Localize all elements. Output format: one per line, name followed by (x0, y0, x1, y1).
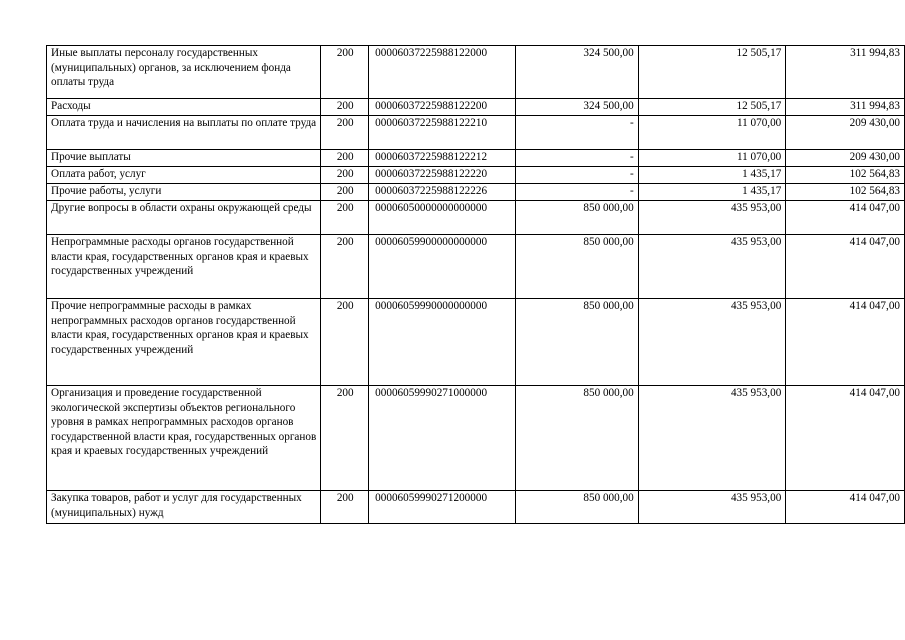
row-unexecuted: 311 994,83 (786, 46, 905, 99)
row-line-code: 200 (321, 167, 369, 184)
row-name: Иные выплаты персоналу государственных (муниципальных) органов, за исключением фонда оплаты труда (47, 46, 321, 99)
row-unexecuted: 102 564,83 (786, 184, 905, 201)
row-line-code: 200 (321, 386, 369, 491)
row-line-code: 200 (321, 299, 369, 386)
row-kbk: 00006050000000000000 (369, 201, 516, 235)
row-kbk: 00006037225988122210 (369, 116, 516, 150)
table-row (47, 46, 905, 99)
table-row (47, 116, 905, 150)
row-executed: 435 953,00 (638, 386, 786, 491)
row-approved: 850 000,00 (516, 299, 639, 386)
row-name: Организация и проведение государственной экологической экспертизы объектов регионального уровня в рамках непрограммных расходов органов государственной власти края, государственных органов края и краевых государственных учреждений (47, 386, 321, 491)
row-executed: 435 953,00 (638, 491, 786, 524)
row-name: Непрограммные расходы органов государственной власти края, государственных органов края и краевых государственных учреждений (47, 235, 321, 299)
row-approved: - (516, 184, 639, 201)
row-approved: 850 000,00 (516, 491, 639, 524)
row-unexecuted: 414 047,00 (786, 386, 905, 491)
table-row (47, 150, 905, 167)
row-name: Закупка товаров, работ и услуг для государственных (муниципальных) нужд (47, 491, 321, 524)
row-unexecuted: 102 564,83 (786, 167, 905, 184)
row-approved: - (516, 150, 639, 167)
table-body (47, 46, 905, 524)
row-kbk: 00006037225988122000 (369, 46, 516, 99)
budget-execution-table (46, 45, 905, 524)
row-line-code: 200 (321, 99, 369, 116)
row-unexecuted: 311 994,83 (786, 99, 905, 116)
row-name: Расходы (47, 99, 321, 116)
row-unexecuted: 414 047,00 (786, 201, 905, 235)
table-row (47, 201, 905, 235)
table-row (47, 167, 905, 184)
row-approved: 850 000,00 (516, 386, 639, 491)
row-unexecuted: 209 430,00 (786, 150, 905, 167)
row-unexecuted: 209 430,00 (786, 116, 905, 150)
row-kbk: 00006037225988122220 (369, 167, 516, 184)
row-executed: 435 953,00 (638, 235, 786, 299)
row-unexecuted: 414 047,00 (786, 235, 905, 299)
row-line-code: 200 (321, 46, 369, 99)
row-line-code: 200 (321, 491, 369, 524)
row-approved: - (516, 167, 639, 184)
row-executed: 11 070,00 (638, 116, 786, 150)
row-kbk: 00006059990271000000 (369, 386, 516, 491)
row-approved: 324 500,00 (516, 46, 639, 99)
row-line-code: 200 (321, 150, 369, 167)
row-name: Другие вопросы в области охраны окружающей среды (47, 201, 321, 235)
table-row (47, 184, 905, 201)
row-unexecuted: 414 047,00 (786, 299, 905, 386)
row-name: Прочие непрограммные расходы в рамках непрограммных расходов органов государственной власти края, государственных органов края и краевых государственных учреждений (47, 299, 321, 386)
row-executed: 1 435,17 (638, 184, 786, 201)
row-name: Оплата труда и начисления на выплаты по оплате труда (47, 116, 321, 150)
row-approved: 850 000,00 (516, 201, 639, 235)
row-executed: 11 070,00 (638, 150, 786, 167)
table-row (47, 491, 905, 524)
row-executed: 435 953,00 (638, 299, 786, 386)
row-approved: - (516, 116, 639, 150)
row-kbk: 00006037225988122212 (369, 150, 516, 167)
row-name: Прочие работы, услуги (47, 184, 321, 201)
row-kbk: 00006059900000000000 (369, 235, 516, 299)
row-kbk: 00006037225988122226 (369, 184, 516, 201)
row-executed: 435 953,00 (638, 201, 786, 235)
row-executed: 1 435,17 (638, 167, 786, 184)
table-row (47, 235, 905, 299)
row-name: Прочие выплаты (47, 150, 321, 167)
table-row (47, 299, 905, 386)
row-executed: 12 505,17 (638, 46, 786, 99)
table-row (47, 99, 905, 116)
row-approved: 324 500,00 (516, 99, 639, 116)
row-kbk: 00006059990000000000 (369, 299, 516, 386)
row-unexecuted: 414 047,00 (786, 491, 905, 524)
row-executed: 12 505,17 (638, 99, 786, 116)
row-kbk: 00006037225988122200 (369, 99, 516, 116)
row-line-code: 200 (321, 201, 369, 235)
row-approved: 850 000,00 (516, 235, 639, 299)
row-line-code: 200 (321, 116, 369, 150)
row-line-code: 200 (321, 235, 369, 299)
row-line-code: 200 (321, 184, 369, 201)
row-kbk: 00006059990271200000 (369, 491, 516, 524)
table-row (47, 386, 905, 491)
row-name: Оплата работ, услуг (47, 167, 321, 184)
